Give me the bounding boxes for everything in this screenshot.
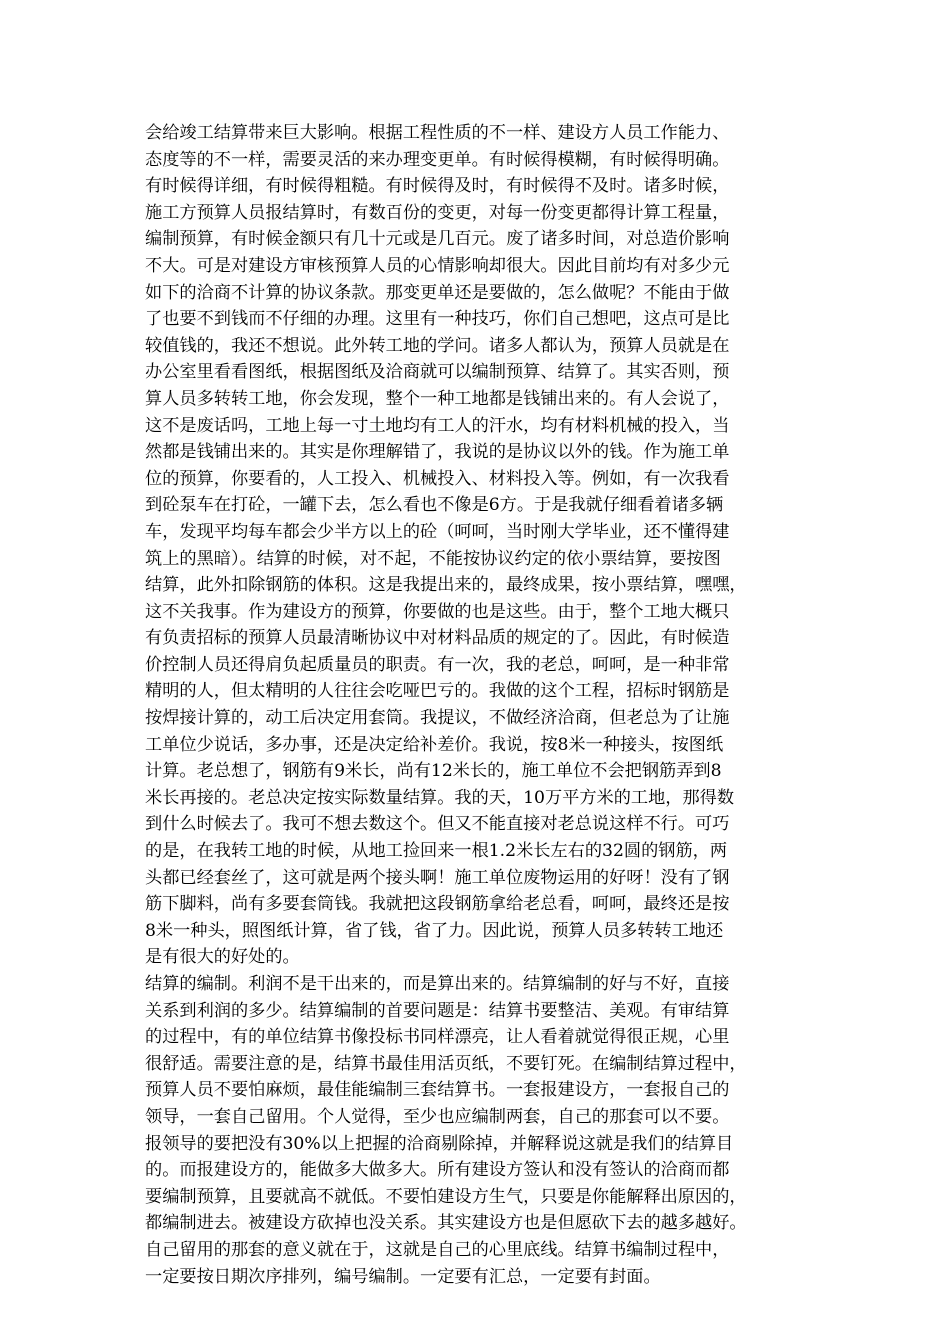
text-line: 办公室里看看图纸，根据图纸及洽商就可以编制预算、结算了。其实否则，预 bbox=[145, 362, 730, 383]
text-line: 到什么时候去了。我可不想去数这个。但又不能直接对老总说这样不行。可巧 bbox=[145, 814, 730, 835]
text-line: 到砼泵车在打砼，一罐下去，怎么看也不像是6方。于是我就仔细看着诸多辆 bbox=[145, 495, 724, 516]
text-line: 了也要不到钱而不仔细的办理。这里有一种技巧，你们自己想吧，这点可是比 bbox=[145, 309, 730, 330]
text-line: 有负责招标的预算人员最清晰协议中对材料品质的规定的了。因此，有时候造 bbox=[145, 628, 730, 649]
text-line: 的。而报建设方的，能做多大做多大。所有建设方签认和没有签认的洽商而都 bbox=[145, 1160, 730, 1181]
text-line: 筋下脚料，尚有多要套筒钱。我就把这段钢筋拿给老总看，呵呵，最终还是按 bbox=[145, 894, 730, 915]
text-line: 头都已经套丝了，这可就是两个接头啊！施工单位废物运用的好呀！没有了钢 bbox=[145, 867, 730, 888]
text-line: 自己留用的那套的意义就在于，这就是自己的心里底线。结算书编制过程中， bbox=[145, 1239, 730, 1260]
body-text bbox=[145, 120, 805, 1290]
text-line: 的过程中，有的单位结算书像投标书同样漂亮，让人看着就觉得很正规，心里 bbox=[145, 1027, 730, 1048]
text-line: 位的预算，你要看的，人工投入、机械投入、材料投入等。例如，有一次我看 bbox=[145, 468, 730, 489]
text-line: 筑上的黑暗）。结算的时候，对不起，不能按协议约定的依小票结算，要按图 bbox=[145, 548, 721, 569]
text-line: 的是，在我转工地的时候，从地工捡回来一根1.2米长左右的32圆的钢筋，两 bbox=[145, 841, 728, 862]
text-line: 然都是钱铺出来的。其实是你理解错了，我说的是协议以外的钱。作为施工单 bbox=[145, 442, 730, 463]
text-line: 工单位少说话，多办事，还是决定给补差价。我说，按8米一种接头，按图纸 bbox=[145, 734, 724, 755]
text-line: 很舒适。需要注意的是，结算书最佳用活页纸，不要钉死。在编制结算过程中， bbox=[145, 1053, 747, 1074]
text-line: 这不关我事。作为建设方的预算，你要做的也是这些。由于，整个工地大概只 bbox=[145, 601, 730, 622]
text-line: 不大。可是对建设方审核预算人员的心情影响却很大。因此目前均有对多少元 bbox=[145, 255, 730, 276]
text-line: 报领导的要把没有30%以上把握的洽商剔除掉，并解释说这就是我们的结算目 bbox=[145, 1133, 734, 1154]
text-line: 这不是废话吗，工地上每一寸土地均有工人的汗水，均有材料机械的投入，当 bbox=[145, 415, 730, 436]
text-line: 8米一种头，照图纸计算，省了钱，省了力。因此说，预算人员多转转工地还 bbox=[145, 920, 724, 941]
text-line: 都编制进去。被建设方砍掉也没关系。其实建设方也是但愿砍下去的越多越好。 bbox=[145, 1213, 747, 1234]
text-line: 是有很大的好处的。 bbox=[145, 947, 300, 968]
text-line: 要编制预算，且要就高不就低。不要怕建设方生气，只要是你能解释出原因的， bbox=[145, 1186, 747, 1207]
text-line: 关系到利润的多少。结算编制的首要问题是：结算书要整洁、美观。有审结算 bbox=[145, 1000, 730, 1021]
text-line: 车，发现平均每车都会少半方以上的砼（呵呵，当时刚大学毕业，还不懂得建 bbox=[145, 521, 730, 542]
text-line: 有时候得详细，有时候得粗糙。有时候得及时，有时候得不及时。诸多时候， bbox=[145, 176, 730, 197]
text-line: 施工方预算人员报结算时，有数百份的变更，对每一份变更都得计算工程量， bbox=[145, 202, 730, 223]
text-line: 态度等的不一样，需要灵活的来办理变更单。有时候得模糊，有时候得明确。 bbox=[145, 149, 730, 170]
text-line: 米长再接的。老总决定按实际数量结算。我的天，10万平方米的工地，那得数 bbox=[145, 787, 735, 808]
text-line: 算人员多转转工地，你会发现，整个一种工地都是钱铺出来的。有人会说了， bbox=[145, 388, 730, 409]
text-line: 结算，此外扣除钢筋的体积。这是我提出来的，最终成果，按小票结算，嘿嘿， bbox=[145, 575, 747, 596]
text-line: 领导，一套自己留用。个人觉得，至少也应编制两套，自己的那套可以不要。 bbox=[145, 1106, 730, 1127]
text-line: 编制预算，有时候金额只有几十元或是几百元。废了诸多时间，对总造价影响 bbox=[145, 229, 730, 250]
text-line: 价控制人员还得肩负起质量员的职责。有一次，我的老总，呵呵，是一种非常 bbox=[145, 654, 730, 675]
text-line: 预算人员不要怕麻烦，最佳能编制三套结算书。一套报建设方，一套报自己的 bbox=[145, 1080, 730, 1101]
text-line: 如下的洽商不计算的协议条款。那变更单还是要做的，怎么做呢？不能由于做 bbox=[145, 282, 730, 303]
text-line: 计算。老总想了，钢筋有9米长，尚有12米长的，施工单位不会把钢筋弄到8 bbox=[145, 761, 722, 782]
text-line: 会给竣工结算带来巨大影响。根据工程性质的不一样、建设方人员工作能力、 bbox=[145, 123, 730, 143]
text-line: 一定要按日期次序排列，编号编制。一定要有汇总，一定要有封面。 bbox=[145, 1266, 661, 1287]
text-line: 较值钱的，我还不想说。此外转工地的学问。诸多人都认为，预算人员就是在 bbox=[145, 335, 730, 356]
text-line: 结算的编制。利润不是干出来的，而是算出来的。结算编制的好与不好，直接 bbox=[145, 974, 730, 994]
text-line: 精明的人，但太精明的人往往会吃哑巴亏的。我做的这个工程，招标时钢筋是 bbox=[145, 681, 730, 702]
text-line: 按焊接计算的，动工后决定用套筒。我提议，不做经济洽商，但老总为了让施 bbox=[145, 708, 730, 729]
